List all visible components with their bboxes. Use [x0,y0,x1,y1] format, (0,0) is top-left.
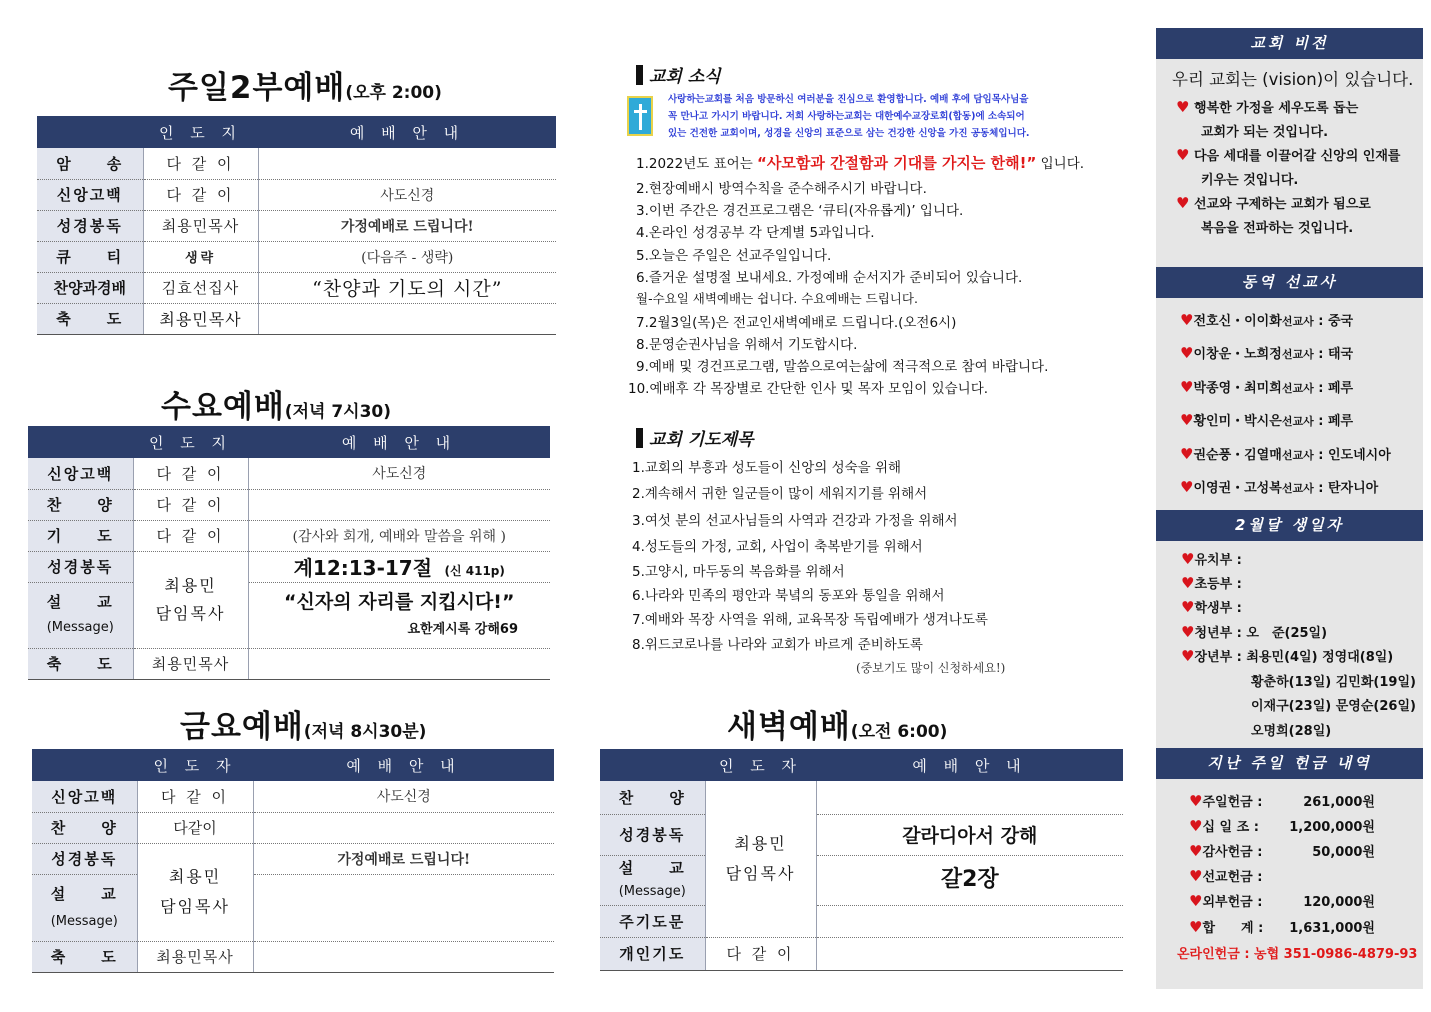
sunday2-table [37,116,556,335]
heart-icon: ♥ [1180,311,1194,329]
table-row [28,458,550,489]
row-guide: 사도신경 [258,179,556,210]
heart-icon: ♥ [1189,918,1203,936]
news-item: 5.오늘은 주일은 선교주일입니다. [636,248,832,264]
birthday-names: 이재구(23일) 문영순(26일) [1251,699,1416,714]
missionary-names: 권순풍・김열매 [1193,448,1282,463]
missionary-names: 이영권・고성복 [1193,481,1282,496]
row-label: 성경봉독 [28,551,133,582]
heart-icon: ♥ [1180,445,1194,463]
wednesday-title-text: 수요예배 [161,389,285,425]
row-leader: 다 같 이 [133,520,248,551]
missionaries-heading: 동역 선교사 [1156,267,1423,298]
news-item-suffix: 입니다. [1036,156,1085,172]
news-heading-text: 교회 소식 [649,67,721,87]
heart-icon: ♥ [1180,478,1194,496]
birthday-dept: 학생부 : [1194,601,1242,616]
table-row [37,148,556,179]
row-guide [258,148,556,179]
header-leader: 인 도 지 [133,426,248,458]
row-leader: 다 같 이 [137,781,253,812]
missionary-title: 선교사 [1281,315,1314,328]
missionary-title: 선교사 [1281,348,1314,361]
heart-icon: ♥ [1180,344,1194,362]
heart-icon: ♥ [1189,867,1203,885]
sunday2-time: (오후 2:00) [345,83,442,103]
heart-icon: ♥ [1189,792,1203,810]
prayer-item: 6.나라와 민족의 평안과 북녘의 동포와 통일을 위해서 [632,588,945,604]
row-label: 찬 양 [28,489,133,520]
news-item: 6.즐거운 설명절 보내세요. 가정예배 순서지가 준비되어 있습니다. [636,270,1023,286]
dawn-table [600,749,1123,971]
missionary-country: : 중국 [1318,314,1354,329]
offering-item [1189,866,1262,885]
preacher-title: 담임목사 [160,897,230,916]
row-label: 암 송 [37,148,143,179]
friday-preacher [137,843,253,941]
birthday-names: 오명희(28일) [1251,724,1332,739]
offering-label: 합 계 : [1202,921,1264,936]
row-label: 기 도 [28,520,133,551]
row-label-main: 설 교 [50,884,118,903]
row-label: 신앙고백 [37,179,143,210]
table-row [600,781,1123,814]
missionary-title: 선교사 [1281,482,1314,495]
table-row [32,874,554,941]
news-heading [636,62,721,87]
news-item: 월-수요일 새벽예배는 쉽니다. 수요예배는 드립니다. [636,291,918,306]
dawn-preacher [705,781,816,937]
offering-label: 외부헌금 : [1202,895,1263,910]
row-label-main: 설 교 [618,859,686,877]
row-leader: 김효선집사 [143,272,258,303]
heart-icon: ♥ [1181,623,1195,641]
offering-amount: 50,000원 [1312,845,1375,860]
table-row [37,272,556,303]
prayer-item: 1.교회의 부흥과 성도들이 신앙의 성숙을 위해 [632,460,902,476]
row-label-sub: (Message) [618,884,686,899]
intro-line: 꼭 만나고 가시기 바랍니다. 저희 사랑하는교회는 대한예수교장로회(합동)에 소속되어 [668,111,1025,122]
offering-label: 선교헌금 : [1202,870,1263,885]
row-label: 신앙고백 [28,458,133,489]
prayer-heading-text: 교회 기도제목 [649,430,754,450]
missionary-country: : 페루 [1318,381,1354,396]
heart-icon: ♥ [1189,892,1203,910]
news-item: 4.온라인 성경공부 각 단계별 5과입니다. [636,225,875,241]
wednesday-scripture-cell [248,551,550,582]
table-row [37,179,556,210]
header-leader: 인 도 지 [143,116,258,148]
news-item: 7.2월3일(목)은 전교인새벽예배로 드립니다.(오전6시) [636,315,957,331]
dawn-time: (오전 6:00) [850,722,948,742]
birthday-item [1181,597,1242,616]
row-guide [816,905,1123,937]
row-guide: (감사와 회개, 예배와 말씀을 위해 ) [248,520,550,551]
row-guide: 갈2장 [816,855,1123,905]
sermon-series: 요한계시록 강해69 [407,621,518,637]
birthday-dept: 장년부 : [1194,650,1242,665]
table-row [28,551,550,582]
vision-item-line: 다음 세대를 이끌어갈 신앙의 인재를 [1193,149,1401,164]
row-guide: 사도신경 [248,458,550,489]
header-guide: 예 배 안 내 [253,749,554,781]
missionary-names: 전호신・이이화 [1193,314,1282,329]
row-guide [248,489,550,520]
row-label: 축 도 [28,648,133,679]
row-leader: 다 같 이 [705,937,816,970]
vision-item-line: 복음을 전파하는 것입니다. [1201,221,1354,236]
news-item: 3.이번 주간은 경건프로그램은 ‘큐티(자유롭게)’ 입니다. [636,203,964,219]
header-guide: 예 배 안 내 [816,749,1123,781]
row-label: 축 도 [37,303,143,334]
heart-icon: ♥ [1181,647,1195,665]
row-guide [253,941,554,972]
birthday-names: 최용민(4일) 정영대(8일) [1246,650,1394,665]
wednesday-title [161,381,391,426]
row-label: 큐 티 [37,241,143,272]
birthday-dept: 청년부 : [1194,626,1242,641]
sunday2-title [168,62,442,107]
wednesday-table [28,426,550,680]
row-label: 찬양과경배 [37,272,143,303]
heart-icon: ♥ [1180,378,1194,396]
friday-table [32,749,554,973]
missionary-title: 선교사 [1281,415,1314,428]
news-item [636,152,1084,173]
row-leader: 다 같 이 [143,148,258,179]
wednesday-sermon-cell [248,582,550,648]
row-leader: 최용민목사 [143,303,258,334]
row-leader: 다 같 이 [133,458,248,489]
preacher-name: 최용민 [168,867,222,886]
birthdays-heading: 2월달 생일자 [1156,510,1423,541]
prayer-item: 8.위드코로나를 나라와 교회가 바르게 준비하도록 [632,637,923,653]
offering-item [1189,816,1259,835]
row-label: 찬 양 [32,812,137,843]
offering-item [1189,841,1262,860]
heart-icon: ♥ [1176,98,1190,116]
wednesday-preacher [133,551,248,648]
friday-title [180,701,426,746]
friday-title-text: 금요예배 [180,709,304,745]
scripture: 계12:13-17절 [293,556,433,580]
row-label-main: 설 교 [46,593,114,611]
row-label: 개인기도 [600,937,705,970]
offering-item [1189,917,1263,936]
offering-amount: 120,000원 [1303,895,1375,910]
row-leader: 다 같 이 [133,489,248,520]
offering-amount: 1,200,000원 [1289,820,1375,835]
header-guide: 예 배 안 내 [258,116,556,148]
heart-icon: ♥ [1189,817,1203,835]
row-guide [258,303,556,334]
missionary-names: 박종영・최미희 [1193,381,1282,396]
missionary-country: : 태국 [1318,347,1354,362]
row-guide: 갈라디아서 강해 [816,814,1123,855]
row-label [600,855,705,905]
prayer-item: 7.예배와 목장 사역을 위해, 교육목장 독립예배가 생겨나도록 [632,612,988,628]
missionary-names: 이창운・노희정 [1193,347,1282,362]
missionary-item [1180,444,1391,463]
prayer-item: 3.여섯 분의 선교사님들의 사역과 건강과 가정을 위해서 [632,513,958,529]
heart-icon: ♥ [1176,194,1190,212]
table-row [37,210,556,241]
preacher-title: 담임목사 [725,863,796,883]
birthday-names: 황춘하(13일) 김민화(19일) [1251,675,1416,690]
row-label: 축 도 [32,941,137,972]
heart-icon: ♥ [1181,550,1195,568]
table-row [32,812,554,843]
table-row [32,843,554,874]
offering-item [1189,791,1262,810]
row-guide [253,812,554,843]
missionary-item [1180,377,1353,396]
vision-item [1176,145,1400,164]
vision-item-line: 선교와 구제하는 교회가 됨으로 [1193,197,1371,212]
heart-icon: ♥ [1176,146,1190,164]
table-row [37,303,556,334]
missionary-names: 황인미・박시은 [1193,414,1282,429]
sunday2-title-text: 주일2부예배 [168,70,346,106]
prayer-item: 4.성도들의 가정, 교회, 사업이 축복받기를 위해서 [632,539,923,555]
intro-line: 있는 건전한 교회이며, 성경을 신앙의 표준으로 삼는 건강한 신앙을 가진 공동체입니다. [668,128,1030,139]
heading-bar-icon [636,428,643,448]
heading-bar-icon [636,65,643,85]
table-row [32,781,554,812]
wednesday-time: (저녁 7시30) [284,402,392,422]
dawn-title-text: 새벽예배 [727,709,851,745]
birthday-item [1181,646,1393,665]
news-motto: “사모함과 간절함과 기대를 가지는 한해!” [757,154,1037,172]
sermon-title: “신자의 자리를 지킵시다!” [284,590,515,613]
missionary-title: 선교사 [1281,449,1314,462]
birthday-dept: 초등부 : [1194,577,1242,592]
row-guide [816,781,1123,814]
row-label-sub: (Message) [46,620,114,635]
row-guide: “찬양과 기도의 시간” [258,272,556,303]
prayer-item: 5.고양시, 마두동의 복음화를 위해서 [632,564,845,580]
missionary-item [1180,343,1353,362]
row-leader: 최용민목사 [137,941,253,972]
row-leader: 최용민목사 [133,648,248,679]
row-guide [253,874,554,941]
offering-amount: 1,631,000원 [1289,921,1375,936]
row-leader: 다같이 [137,812,253,843]
row-label [28,582,133,648]
birthday-item [1181,622,1327,641]
vision-item-line: 교회가 되는 것입니다. [1201,125,1329,140]
header-blank [32,749,137,781]
missionary-country: : 인도네시아 [1318,448,1391,463]
table-row [28,520,550,551]
heart-icon: ♥ [1181,574,1195,592]
offering-item [1189,891,1262,910]
news-intro [668,91,1108,142]
row-label [32,874,137,941]
news-item-prefix: 1.2022년도 표어는 [636,156,758,172]
online-offering-account: 온라인헌금 : 농협 351-0986-4879-93 [1177,947,1418,962]
row-guide: 가정예배로 드립니다! [258,210,556,241]
header-leader: 인 도 자 [137,749,253,781]
row-guide: (다음주 - 생략) [258,241,556,272]
cross-icon [627,96,653,136]
preacher-name: 최용민 [164,575,217,595]
news-item: 9.예배 및 경건프로그램, 말씀으로여는삶에 적극적으로 참여 바랍니다. [636,359,1049,375]
table-row [37,241,556,272]
birthday-item [1181,549,1242,568]
birthday-names: 오 준(25일) [1246,626,1328,641]
offering-label: 감사헌금 : [1202,845,1263,860]
table-row [28,489,550,520]
table-row [32,941,554,972]
table-row [600,905,1123,937]
row-leader: 최용민목사 [143,210,258,241]
birthday-item [1181,573,1242,592]
prayer-item: 2.계속해서 귀한 일군들이 많이 세워지기를 위해서 [632,486,928,502]
missionary-item [1180,310,1353,329]
header-blank [37,116,143,148]
row-leader: 다 같 이 [143,179,258,210]
row-label: 성경봉독 [32,843,137,874]
header-leader: 인 도 자 [705,749,816,781]
row-guide [248,648,550,679]
prayer-heading [636,425,753,450]
offering-label: 십 일 조 : [1202,820,1259,835]
vision-item-line: 행복한 가정을 세우도록 돕는 [1193,101,1359,116]
row-guide [816,937,1123,970]
table-row [28,582,550,648]
heart-icon: ♥ [1181,598,1195,616]
vision-heading: 교회 비전 [1156,28,1423,59]
row-label: 주기도문 [600,905,705,937]
offering-amount: 261,000원 [1303,795,1375,810]
offering-heading: 지난 주일 헌금 내역 [1156,748,1423,779]
row-label: 성경봉독 [600,814,705,855]
vision-title: 우리 교회는 (vision)이 있습니다. [1172,70,1414,89]
friday-time: (저녁 8시30분) [303,722,427,742]
header-blank [600,749,705,781]
preacher-name: 최용민 [734,833,787,853]
vision-item [1176,193,1371,212]
row-leader: 생략 [143,241,258,272]
missionary-country: : 탄자니아 [1318,481,1379,496]
header-guide: 예 배 안 내 [248,426,550,458]
row-label: 신앙고백 [32,781,137,812]
row-guide: 가정예배로 드립니다! [253,843,554,874]
row-label: 성경봉독 [37,210,143,241]
offering-label: 주일헌금 : [1202,795,1263,810]
hymn: (신 411p) [444,564,505,578]
row-label: 찬 양 [600,781,705,814]
news-item: 2.현장예배시 방역수칙을 준수해주시기 바랍니다. [636,181,927,197]
missionary-item [1180,410,1353,429]
news-item: 8.문영순권사님을 위해서 기도합시다. [636,337,858,353]
table-row [600,937,1123,970]
missionary-country: : 페루 [1318,414,1354,429]
news-item: 10.예배후 각 목장별로 간단한 인사 및 목자 모임이 있습니다. [628,381,989,397]
dawn-title [727,701,947,746]
missionary-item [1180,477,1378,496]
header-blank [28,426,133,458]
vision-item-line: 키우는 것입니다. [1201,173,1299,188]
table-row [600,814,1123,855]
heart-icon: ♥ [1180,411,1194,429]
missionary-title: 선교사 [1281,382,1314,395]
preacher-title: 담임목사 [155,603,226,623]
birthday-dept: 유치부 : [1194,553,1242,568]
row-label-sub: (Message) [50,913,118,929]
table-row [28,648,550,679]
prayer-note: (중보기도 많이 신청하세요!) [856,661,1006,675]
intro-line: 사랑하는교회를 처음 방문하신 여러분을 진심으로 환영합니다. 예배 후에 담임목사님을 [668,94,1029,105]
heart-icon: ♥ [1189,842,1203,860]
row-guide: 사도신경 [253,781,554,812]
vision-item [1176,97,1358,116]
table-row [600,855,1123,905]
